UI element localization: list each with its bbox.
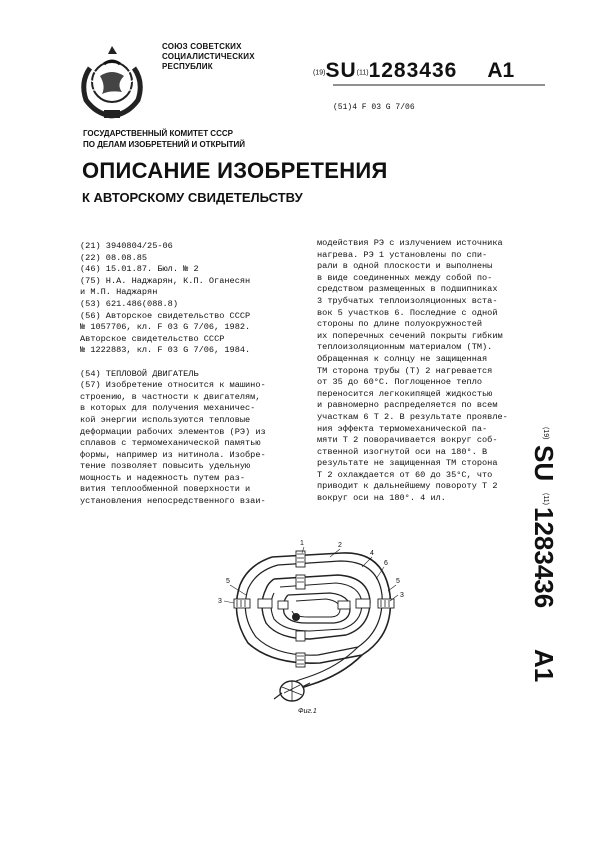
left-line: (54) ТЕПЛОВОЙ ДВИГАТЕЛЬ <box>80 368 199 379</box>
left-line <box>80 357 266 369</box>
inner-end-circle <box>292 613 300 621</box>
bearing-insert <box>296 551 305 567</box>
right-column <box>317 238 508 505</box>
left-line: (46) 15.01.87. Бюл. № 2 <box>80 264 199 275</box>
left-line: № 1222883, кл. F 03 G 7/06, 1984. <box>80 345 251 356</box>
right-line: вок 5 участков 6. Последние с одной <box>317 307 498 318</box>
patent-number-block <box>313 59 514 83</box>
figure-label-5: 5 <box>226 578 230 585</box>
left-line: в которых для получения механичес- <box>80 403 256 414</box>
left-line: и М.П. Наджарян <box>80 287 158 298</box>
right-line: Т 2 охлаждается от 60 до 35°С, что <box>317 469 493 480</box>
document-title: ОПИСАНИЕ ИЗОБРЕТЕНИЯ <box>82 158 388 183</box>
vertical-kind-code: A1 <box>529 649 559 683</box>
vertical-patent-number <box>529 425 576 685</box>
left-line: (57) Изобретение относится к машино- <box>80 380 266 391</box>
committee <box>83 128 245 150</box>
left-line: установления непосредственного взаи- <box>80 496 266 507</box>
left-line: № 1057706, кл. F 03 G 7/06, 1982. <box>80 322 251 333</box>
figure-caption: Фиг.1 <box>298 708 317 715</box>
left-line: (56) Авторское свидетельство СССР <box>80 310 251 321</box>
right-line: их поперечных сечений покрыты гибким <box>317 330 503 341</box>
left-line: вития теплообменной поверхности и <box>80 484 251 495</box>
figure-1-spiral-engine <box>212 535 412 715</box>
right-line: и равномерно распределяется по всем <box>317 400 498 411</box>
left-line: (21) 3940804/25-06 <box>80 241 173 251</box>
figure-label-1: 1 <box>300 540 304 547</box>
bearing-insert <box>278 601 288 609</box>
right-line: вокруг оси на 180°. 4 ил. <box>317 493 446 504</box>
right-line: приводит к дальнейшему повороту Т 2 <box>317 481 498 492</box>
figure-label-3: 3 <box>218 598 222 605</box>
right-line: ственной изогнутой оси на 180°. В <box>317 446 488 457</box>
right-line: теплоизоляционным материалом (ТМ). <box>317 342 493 353</box>
patent-number-underline <box>313 84 553 88</box>
spiral-ring-3-inner <box>292 599 340 617</box>
right-line: стороны по длине полуокружностей <box>317 319 483 330</box>
left-line: деформации рабочих элементов (РЭ) из <box>80 426 266 437</box>
issuing-state <box>162 42 255 72</box>
left-line: кой энергии используются тепловые <box>80 414 251 425</box>
document-subtitle: К АВТОРСКОМУ СВИДЕТЕЛЬСТВУ <box>82 190 303 205</box>
bearing-insert <box>234 599 250 608</box>
right-line: мяти Т 2 поворачивается вокруг соб- <box>317 435 498 446</box>
right-line: от 35 до 60°С. Поглощенное тепло <box>317 377 483 388</box>
vertical-code-11: (11) <box>542 493 549 505</box>
ussr-line: СОЦИАЛИСТИЧЕСКИХ <box>162 52 255 61</box>
left-line: формы, например из нитинола. Изобре- <box>80 449 266 460</box>
right-line: рали в одной плоскости и выполнены <box>317 261 493 272</box>
kind-code: A1 <box>487 59 515 82</box>
heat-source-bulb <box>274 681 310 701</box>
vertical-patent-digits: 1283436 <box>529 507 559 609</box>
right-line: нагрева. РЭ 1 установлены по спи- <box>317 249 488 260</box>
committee-line: ПО ДЕЛАМ ИЗОБРЕТЕНИЙ И ОТКРЫТИЙ <box>83 140 246 149</box>
figure-label-3b: 3 <box>400 592 404 599</box>
right-line: ТМ сторона трубы (Т) 2 нагревается <box>317 365 493 376</box>
left-line: (75) Н.А. Наджарян, К.П. Оганесян <box>80 275 251 286</box>
left-line: строению, в частности к двигателям, <box>80 391 261 402</box>
right-line: ния эффекта термомеханической па- <box>317 423 488 434</box>
right-line: 3 трубчатых теплоизоляционных вста- <box>317 295 498 306</box>
right-line: в виде соединенных между собой по- <box>317 272 493 283</box>
vertical-country-code: SU <box>529 445 559 482</box>
bearing-insert <box>378 599 394 608</box>
left-line: сплавов с термомеханической памятью <box>80 438 261 449</box>
figure-label-2: 2 <box>338 542 342 549</box>
committee-line: ГОСУДАРСТВЕННЫЙ КОМИТЕТ СССР <box>83 129 233 138</box>
left-line: мощность и надежность путем раз- <box>80 472 246 483</box>
figure-label-6: 6 <box>384 560 388 567</box>
right-line: переносится легкокипящей жидкостью <box>317 388 493 399</box>
ussr-line: РЕСПУБЛИК <box>162 62 213 71</box>
country-code: SU <box>325 59 357 82</box>
vertical-code-19: (19) <box>542 427 549 440</box>
left-column <box>80 241 266 508</box>
left-line: Авторское свидетельство СССР <box>80 333 225 344</box>
bearing-insert <box>258 599 272 608</box>
left-line: тение позволяет повысить удельную <box>80 461 251 472</box>
patent-number: 1283436 <box>368 59 458 82</box>
bearing-insert <box>338 601 350 609</box>
ipc-classification: (51)4 F 03 G 7/06 <box>333 103 415 112</box>
right-line: Обращенная к солнцу не защищенная <box>317 353 488 364</box>
figure-label-5b: 5 <box>396 578 400 585</box>
bearing-insert <box>296 631 305 641</box>
right-line: результате не защищенная ТМ сторона <box>317 458 498 469</box>
right-line: модействия РЭ с излучением источника <box>317 238 503 248</box>
ussr-emblem-icon <box>70 40 154 124</box>
code-19: (19) <box>313 69 326 77</box>
code-11: (11) <box>356 69 369 77</box>
bearing-insert <box>356 599 370 608</box>
right-line: участкам 6 Т 2. В результате проявле- <box>317 411 508 422</box>
left-line: (22) 08.08.85 <box>80 252 148 263</box>
left-line: (53) 621.486(088.8) <box>80 298 178 309</box>
right-line: средством размещенных в подшипниках <box>317 284 498 295</box>
figure-label-4: 4 <box>370 550 374 557</box>
bearing-hatch <box>297 554 304 664</box>
ussr-line: СОЮЗ СОВЕТСКИХ <box>162 42 242 51</box>
